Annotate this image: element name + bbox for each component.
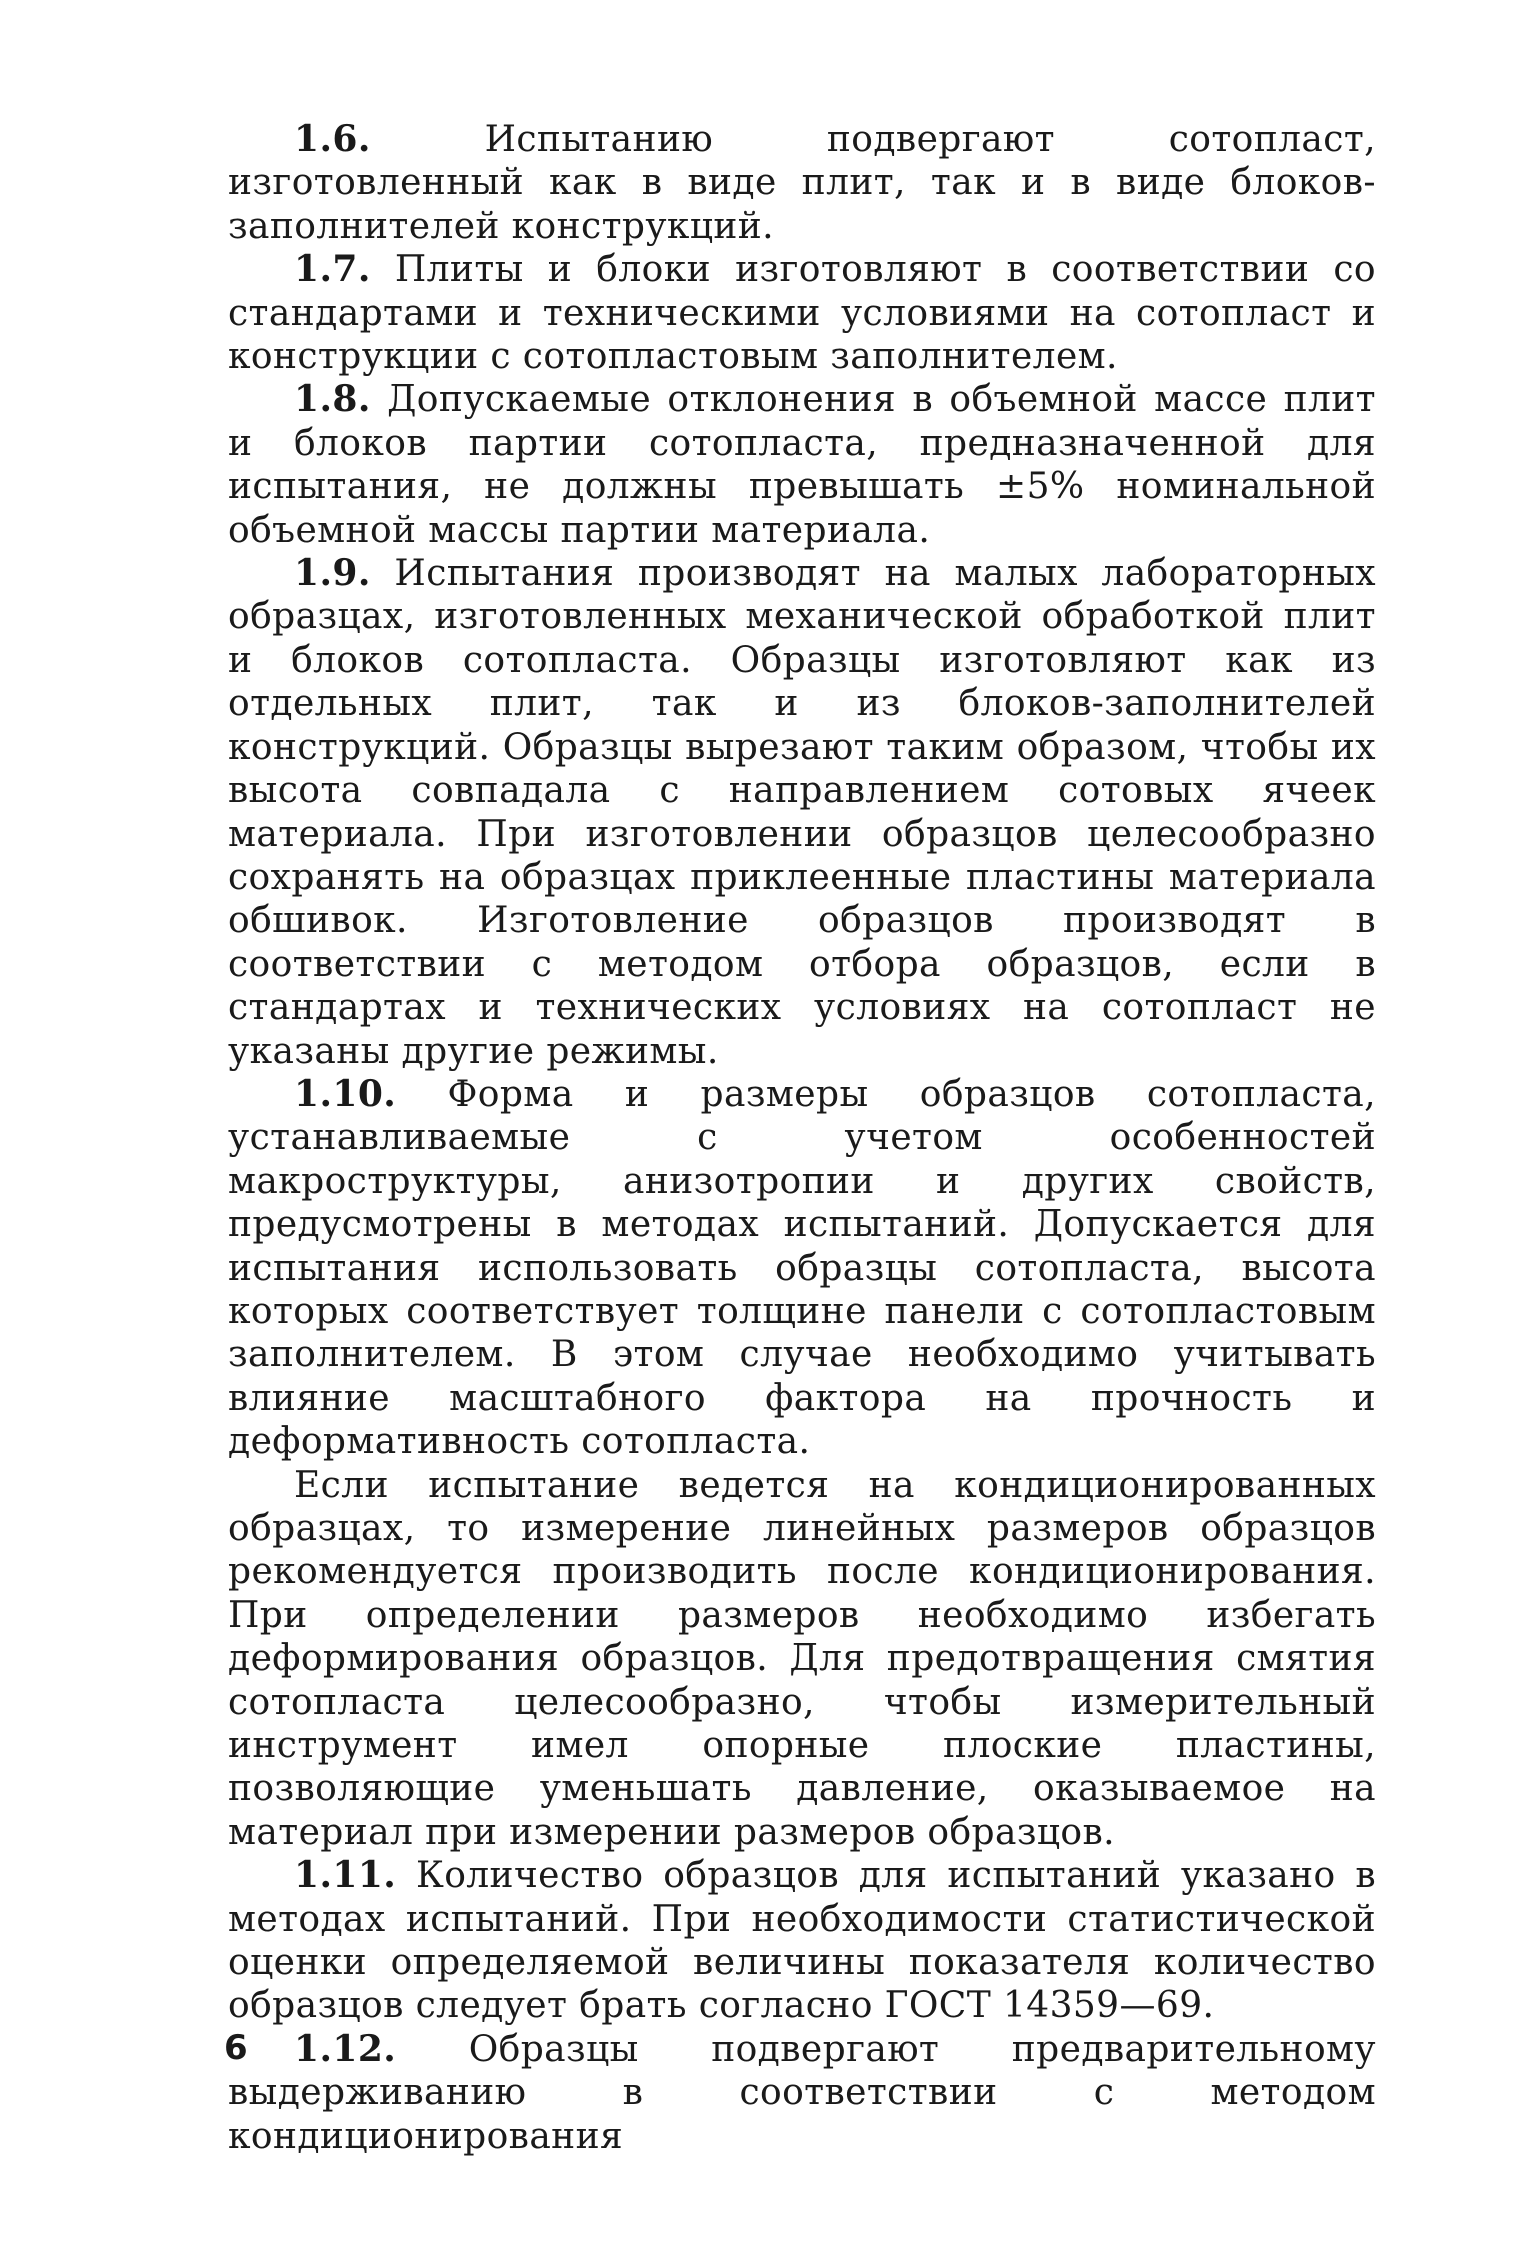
paragraph-1-9 <box>228 552 1376 1073</box>
clause-text: Допускаемые отклонения в объемной массе плит и блоков партии сотопласта, предназначенной для испытания, не должны превышать ±5% номинальной объемной массы партии материала. <box>228 379 1376 551</box>
clause-number: 1.12. <box>294 2027 397 2070</box>
paragraph-1-11 <box>228 1854 1376 2028</box>
clause-text: Количество образцов для испытаний указано в методах испытаний. При необходимости статистической оценки определяемой величины показателя количество образцов следует брать согласно ГОСТ 14359—69. <box>228 1855 1376 2027</box>
document-body <box>228 118 1376 2158</box>
paragraph-1-6 <box>228 118 1376 248</box>
clause-text: Форма и размеры образцов сотопласта, устанавливаемые с учетом особенностей макроструктуры, анизотропии и других свойств, предусмотрены в методах испытаний. Допускается для испытания использовать образцы сотопласта, высота которых соответствует толщине панели с сотопластовым заполнителем. В этом случае необходимо учитывать влияние масштабного фактора на прочность и деформативность сотопласта. <box>228 1073 1376 1463</box>
clause-text: Испытания производят на малых лабораторных образцах, изготовленных механической обработкой плит и блоков сотопласта. Образцы изготовляют как из отдельных плит, так и из блоков-заполнителей конструкций. Образцы вырезают таким образом, чтобы их высота совпадала с направлением сотовых ячеек материала. При изготовлении образцов целесообразно сохранять на образцах приклеенные пластины материала обшивок. Изготовление образцов производят в соответствии с методом отбора образцов, если в стандартах и технических условиях на сотопласт не указаны другие режимы. <box>228 553 1376 1072</box>
paragraph-1-10 <box>228 1073 1376 1464</box>
clause-number: 1.9. <box>294 552 371 595</box>
paragraph-1-7 <box>228 248 1376 378</box>
clause-text: Испытанию подвергают сотопласт, изготовленный как в виде плит, так и в виде блоков-заполнителей конструкций. <box>228 119 1376 247</box>
clause-number: 1.6. <box>294 118 371 160</box>
paragraph-1-12 <box>228 2028 1376 2158</box>
clause-number: 1.11. <box>294 1854 397 1897</box>
paragraph-1-8 <box>228 378 1376 552</box>
clause-text: Образцы подвергают предварительному выдерживанию в соответствии с методом кондиционирования <box>228 2028 1376 2157</box>
page-number: 6 <box>224 2028 248 2068</box>
clause-text: Плиты и блоки изготовляют в соответствии со стандартами и техническими условиями на сотопласт и конструкции с сотопластовым заполнителем. <box>228 249 1376 378</box>
paragraph-1-10-continued <box>228 1464 1376 1855</box>
clause-number: 1.10. <box>294 1072 397 1115</box>
clause-text: Если испытание ведется на кондиционированных образцах, то измерение линейных размеров образцов рекомендуется производить после кондиционирования. При определении размеров необходимо избегать деформирования образцов. Для предотвращения смятия сотопласта целесообразно, чтобы измерительный инструмент имел опорные плоские пластины, позволяющие уменьшать давление, оказываемое на материал при измерении размеров образцов. <box>228 1464 1376 1853</box>
clause-number: 1.8. <box>294 378 371 421</box>
clause-number: 1.7. <box>294 248 371 291</box>
